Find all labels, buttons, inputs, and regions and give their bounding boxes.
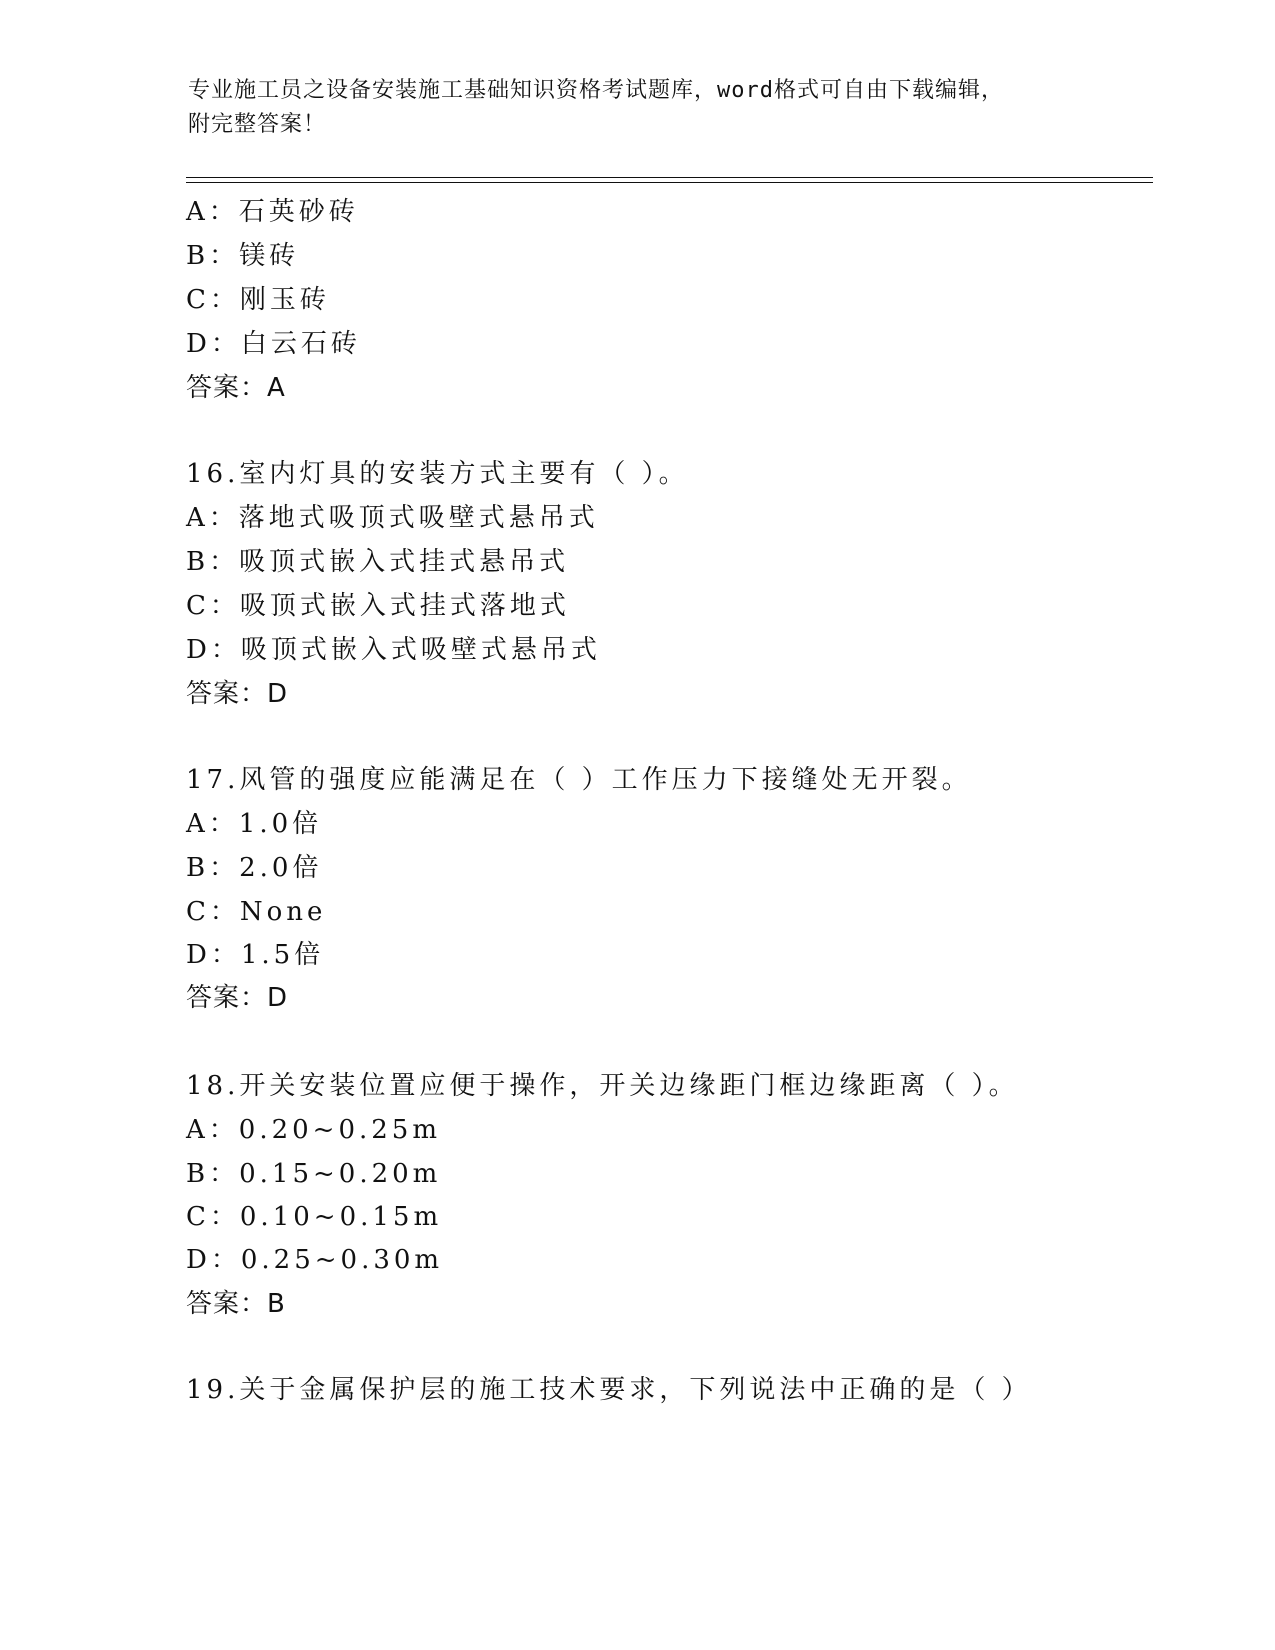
q17-option-c: C：None — [186, 897, 327, 927]
q18-option-d: D：0.25~0.30m — [186, 1245, 444, 1275]
header-line-2: 附完整答案！ — [188, 112, 327, 137]
q16-option-c: C：吸顶式嵌入式挂式落地式 — [186, 591, 570, 621]
q18-option-a: A：0.20~0.25m — [186, 1115, 441, 1145]
q16-option-b: B：吸顶式嵌入式挂式悬吊式 — [186, 547, 570, 577]
q15-answer: 答案：A — [186, 373, 286, 403]
header-line-1: 专业施工员之设备安装施工基础知识资格考试题库，word格式可自由下载编辑， — [188, 78, 1004, 103]
q15-option-d: D：白云石砖 — [186, 329, 361, 359]
header-divider-bottom — [186, 182, 1153, 183]
q18-question: 18.开关安装位置应便于操作，开关边缘距门框边缘距离（ ）。 — [186, 1071, 1019, 1101]
q18-option-b: B：0.15~0.20m — [186, 1159, 442, 1189]
q16-option-d: D：吸顶式嵌入式吸壁式悬吊式 — [186, 635, 601, 665]
q17-answer: 答案：D — [186, 983, 289, 1013]
q15-option-c: C：刚玉砖 — [186, 285, 330, 315]
q15-option-b: B：镁砖 — [186, 241, 300, 271]
q17-option-b: B：2.0倍 — [186, 853, 323, 883]
q15-option-a: A：石英砂砖 — [186, 197, 359, 227]
header-divider-top — [186, 177, 1153, 178]
q18-answer: 答案：B — [186, 1289, 286, 1319]
q17-option-d: D：1.5倍 — [186, 940, 325, 970]
q16-question: 16.室内灯具的安装方式主要有（ ）。 — [186, 459, 689, 489]
q19-question: 19.关于金属保护层的施工技术要求，下列说法中正确的是（ ） — [186, 1375, 1032, 1405]
q17-question: 17.风管的强度应能满足在（ ）工作压力下接缝处无开裂。 — [186, 765, 972, 795]
q17-option-a: A：1.0倍 — [186, 809, 323, 839]
q16-option-a: A：落地式吸顶式吸壁式悬吊式 — [186, 503, 599, 533]
q18-option-c: C：0.10~0.15m — [186, 1202, 443, 1232]
q16-answer: 答案：D — [186, 679, 289, 709]
document-header — [188, 74, 1068, 142]
